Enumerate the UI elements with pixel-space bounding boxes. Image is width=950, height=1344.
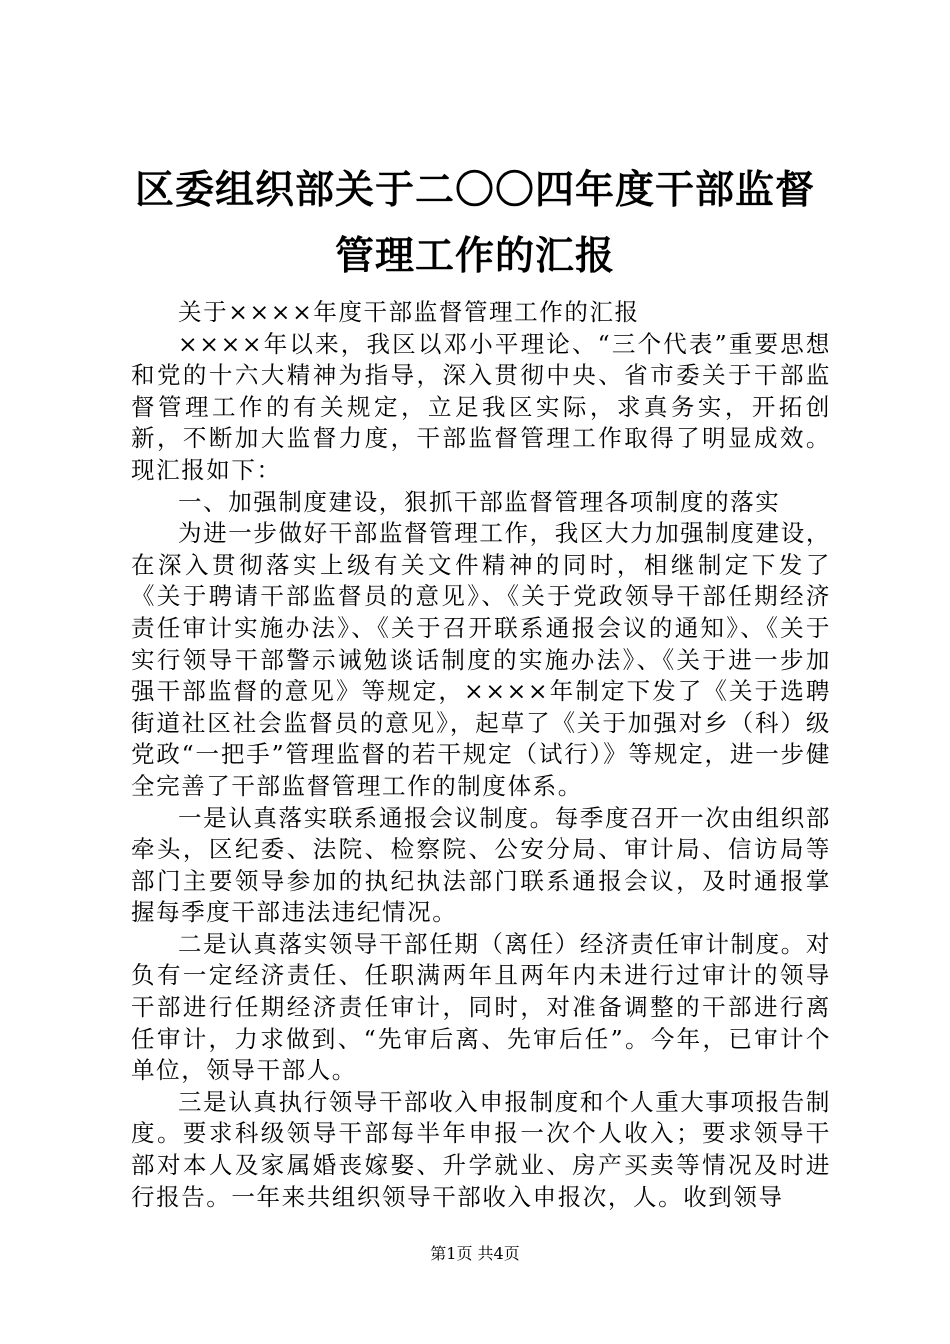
section-heading: 一、加强制度建设，狠抓干部监督管理各项制度的落实 (178, 487, 781, 516)
body-paragraph: 二是认真落实领导干部任期（离任）经济责任审计制度。对负有一定经济责任、任职满两年且两年内未进行过审计的领导干部进行任期经济责任审计，同时，对准备调整的干部进行离任审计，力求做到、“先审后离、先审后任”。今年，已审计个单位，领导干部人。 (131, 929, 831, 1085)
document-body (131, 297, 831, 1213)
document-title: 区委组织部关于二〇〇四年度干部监督管理工作的汇报 (134, 168, 815, 279)
page-number-footer: 第1页 共4页 (430, 1244, 520, 1263)
subtitle-paragraph: 关于××××年度干部监督管理工作的汇报 (178, 298, 640, 326)
body-paragraph: 为进一步做好干部监督管理工作，我区大力加强制度建设，在深入贯彻落实上级有关文件精神的同时，相继制定下发了《关于聘请干部监督员的意见》、《关于党政领导干部任期经济责任审计实施办法》、《关于召开联系通报会议的通知》、《关于实行领导干部警示诫勉谈话制度的实施办法》、《关于进一步加强干部监督的意见》等规定，××××年制定下发了《关于选聘街道社区社会监督员的意见》，起草了《关于加强对乡（科）级党政“一把手”管理监督的若干规定（试行）》等规定，进一步健全完善了干部监督管理工作的制度体系。 (131, 519, 831, 800)
body-paragraph: 一是认真落实联系通报会议制度。每季度召开一次由组织部牵头，区纪委、法院、检察院、公安分局、审计局、信访局等部门主要领导参加的执纪执法部门联系通报会议，及时通报掌握每季度干部违法违纪情况。 (131, 803, 831, 927)
body-paragraph: 三是认真执行领导干部收入申报制度和个人重大事项报告制度。要求科级领导干部每半年申报一次个人收入；要求领导干部对本人及家属婚丧嫁娶、升学就业、房产买卖等情况及时进行报告。一年来共组织领导干部收入申报次，人。收到领导 (131, 1087, 831, 1211)
intro-paragraph: ××××年以来，我区以邓小平理论、“三个代表”重要思想和党的十六大精神为指导，深入贯彻中央、省市委关于干部监督管理工作的有关规定，立足我区实际，求真务实，开拓创新，不断加大监督力度，干部监督管理工作取得了明显成效。现汇报如下： (131, 329, 831, 484)
